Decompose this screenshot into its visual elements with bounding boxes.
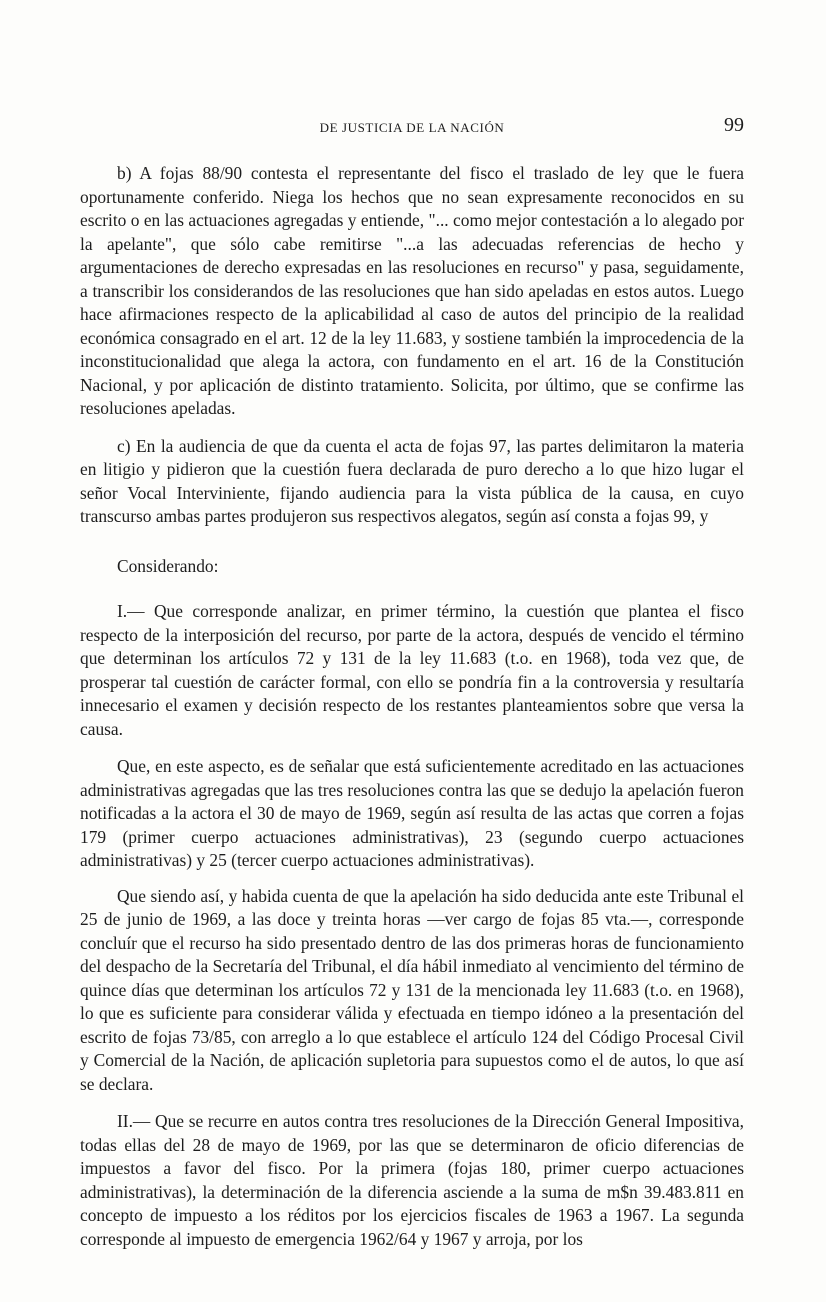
paragraph-b: b) A fojas 88/90 contesta el representante del fisco el traslado de ley que le fuera oportunamente conferido. Niega los hechos que no sean expresamente reconocidos en su escrito o en las actuaciones agregadas y entiende, "... como mejor contestación a lo alegado por la apelante", que sólo cabe remitirse "...a las adecuadas referencias de hecho y argumentaciones de derecho expresadas en las resoluciones en recurso" y pasa, seguidamente, a transcribir los considerandos de las resoluciones que han sido apeladas en estos autos. Luego hace afirmaciones respecto de la aplicabilidad al caso de autos del principio de la realidad económica consagrado en el art. 12 de la ley 11.683, y sostiene también la improcedencia de la inconstitucionalidad que alega la actora, con fundamento en el art. 16 de la Constitución Nacional, y por aplicación de distinto tratamiento. Solicita, por último, que se confirme las resoluciones apeladas. [80,163,744,418]
running-title: DE JUSTICIA DE LA NACIÓN [319,120,505,135]
body-text [80,162,744,1251]
considerando-heading: Considerando: [117,555,219,576]
paragraph-siendo-asi: Que siendo así, y habida cuenta de que la apelación ha sido deducida ante este Tribunal el 25 de junio de 1969, a las doce y treinta horas —ver cargo de fojas 85 vta.—, corresponde concluír que el recurso ha sido presentado dentro de las dos primeras horas de funcionamiento del despacho de la Secretaría del Tribunal, el día hábil inmediato al vencimiento del término de quince días que determinan los artículos 72 y 131 de la mencionada ley 11.683 (t.o. en 1968), lo que es suficiente para considerar válida y efectuada en tiempo idóneo a la presentación del escrito de fojas 73/85, con arreglo a lo que establece el artículo 124 del Código Procesal Civil y Comercial de la Nación, de aplicación supletoria para supuestos como el de autos, lo que así se declara. [80,885,744,1094]
paragraph-aspect: Que, en este aspecto, es de señalar que está suficientemente acreditado en las actuaciones administrativas agregadas que las tres resoluciones contra las que se dedujo la apelación fueron notificadas a la actora el 30 de mayo de 1969, según así resulta de las actas que corren a fojas 179 (primer cuerpo actuaciones administrativas), 23 (segundo cuerpo actuaciones administrativas) y 25 (tercer cuerpo actuaciones administrativas). [80,756,744,870]
paragraph-i: I.— Que corresponde analizar, en primer término, la cuestión que plantea el fisco respecto de la interposición del recurso, por parte de la actora, después de vencido el término que determinan los artículos 72 y 131 de la ley 11.683 (t.o. en 1968), toda vez que, de prosperar tal cuestión de carácter formal, con ello se pondría fin a la controversia y resultaría innecesario el examen y decisión respecto de los restantes planteamientos sobre que versa la causa. [80,601,744,739]
page-number: 99 [724,114,744,136]
document-page [80,112,744,1265]
page-header [80,112,744,140]
paragraph-c: c) En la audiencia de que da cuenta el acta de fojas 97, las partes delimitaron la materia en litigio y pidieron que la cuestión fuera declarada de puro derecho a lo que hizo lugar el señor Vocal Interviniente, fijando audiencia para la vista pública de la causa, en cuyo transcurso ambas partes produjeron sus respectivos alegatos, según así consta a fojas 99, y [80,435,744,526]
paragraph-ii: II.— Que se recurre en autos contra tres resoluciones de la Dirección General Impositiva, todas ellas del 28 de mayo de 1969, por las que se determinaron de oficio diferencias de impuestos a favor del fisco. Por la primera (fojas 180, primer cuerpo actuaciones administrativas), la determinación de la diferencia asciende a la suma de m$n 39.483.811 en concepto de impuesto a los réditos por los ejercicios fiscales de 1963 a 1967. La segunda corresponde al impuesto de emergencia 1962/64 y 1967 y arroja, por los [80,1111,744,1249]
